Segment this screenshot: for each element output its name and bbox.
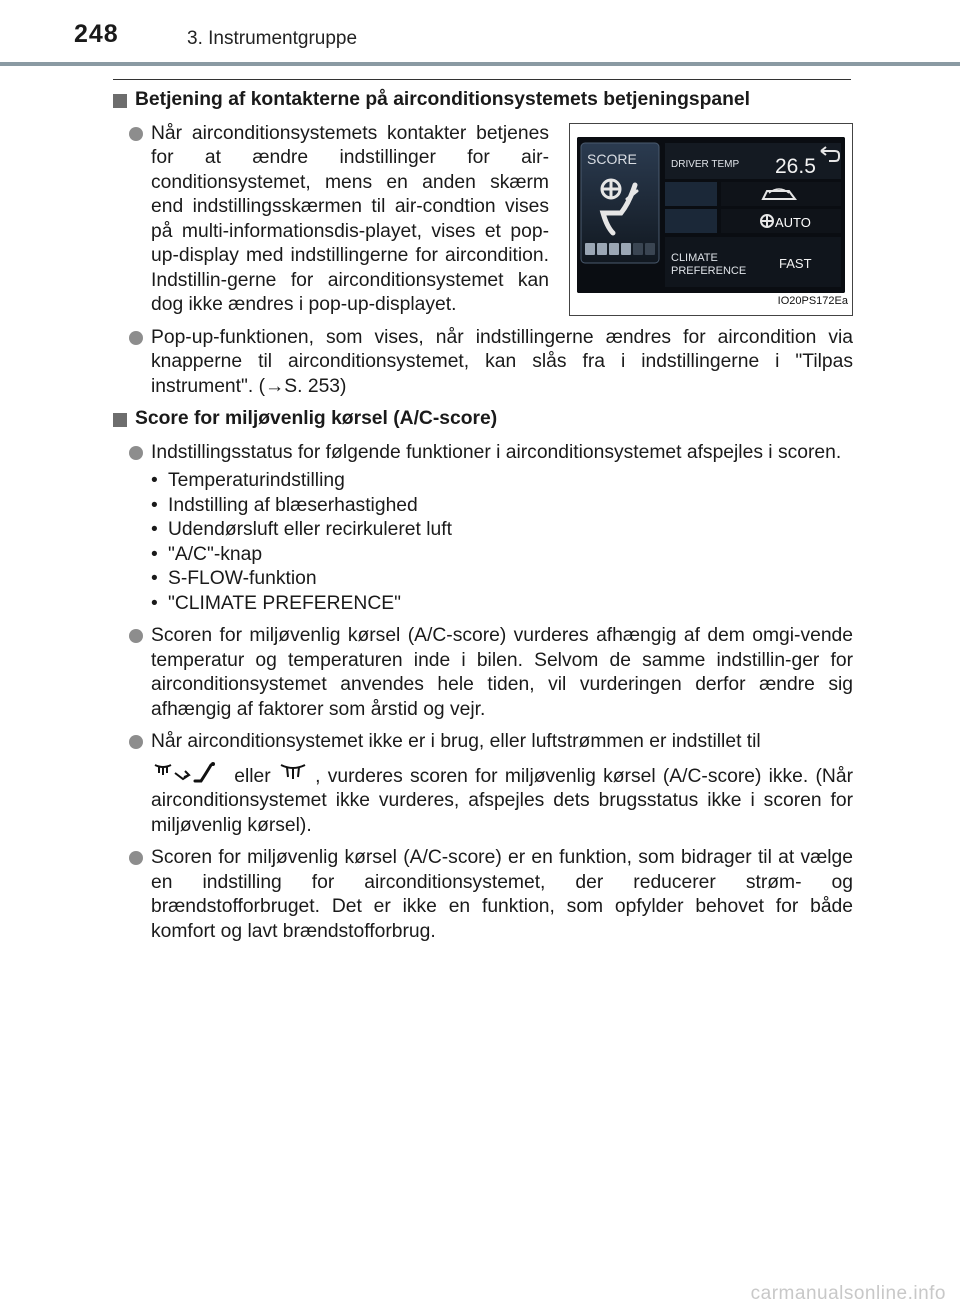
round-bullet-icon — [129, 735, 143, 749]
list-item: • Temperaturindstilling — [151, 469, 853, 494]
round-bullet-icon — [129, 446, 143, 460]
bullet-popup-disable: Pop-up-funktionen, som vises, når indstillingerne ændres for aircondition via knapperne til airconditionsystemet, kan slås fra i indstillingerne i "Tilpas instrument". (→S. 253) — [113, 326, 853, 400]
auto-label: AUTO — [775, 214, 811, 230]
page-header — [0, 0, 960, 66]
round-bullet-icon — [129, 127, 143, 141]
bullet-score-purpose: Scoren for miljøvenlig kørsel (A/C-score) er en funktion, som bidrager til at vælge en indstilling for airconditionsystemet, der reducerer strøm- og brændstofforbruget. Det er ikke en funktion, som opfylder behovet for både komfort og lavt brændstofforbrug. — [113, 846, 853, 944]
climate-pref-line2: PREFERENCE — [671, 264, 747, 277]
list-item: • S-FLOW-funktion — [151, 567, 853, 592]
chapter-title: 3. Instrumentgruppe — [187, 28, 358, 49]
section-heading-score: Score for miljøvenlig kørsel (A/C-score) — [113, 407, 853, 432]
square-bullet-icon — [113, 94, 127, 108]
list-item: • "A/C"-knap — [151, 543, 853, 568]
watermark: carmanualsonline.info — [750, 1283, 946, 1304]
list-item: • Indstilling af blæserhastighed — [151, 494, 853, 519]
round-bullet-icon — [129, 331, 143, 345]
list-item: • "CLIMATE PREFERENCE" — [151, 592, 853, 617]
climate-pref-line1: CLIMATE — [671, 251, 718, 264]
bullet-score-not-evaluated: Når airconditionsystemet ikke er i brug, eller luftstrømmen er indstillet til eller , vurderes scoren for miljøvenlig kørsel (A/C-score) ikke. (Når airconditionsystemet ikke vurderes, afspejles dets brugsstatus ikke i scoren for miljøvenlig kørsel). — [113, 730, 853, 838]
score-label: SCORE — [587, 150, 637, 167]
function-list — [151, 469, 853, 616]
airflow-windshield-icon — [278, 761, 308, 785]
driver-temp-label: DRIVER TEMP — [671, 158, 740, 170]
list-item: • Udendørsluft eller recirkuleret luft — [151, 518, 853, 543]
bullet-score-status: Indstillingsstatus for følgende funktioner i airconditionsystemet afspejles i scoren. • Temperaturindstilling • Indstilling af blæserhastighed • Udendørsluft eller recirkuleret luft • "A/C"-knap • S-FLOW-funktion • "CLIMATE PREFERENCE" — [113, 441, 853, 617]
header-rule — [0, 62, 960, 66]
bullet-popup-intro: Når airconditionsystemets kontakter betjenes for at ændre indstillinger for air-conditionsystemet, mens en anden skærm end indstillingsskærmen til air-condtion vises på multi-informationsdis-playet, vises et pop-up-display med indstillingerne for aircondition. Indstillin-gerne for airconditionsystemet kan dog ikke ændres i pop-up-displayet. — [113, 122, 853, 318]
page-number: 248 — [74, 20, 119, 48]
page-content — [113, 88, 853, 952]
section-divider — [113, 79, 851, 80]
round-bullet-icon — [129, 629, 143, 643]
fast-label: FAST — [779, 255, 812, 271]
bullet-score-evaluation: Scoren for miljøvenlig kørsel (A/C-score) vurderes afhængig af dem omgi-vende temperatur og temperaturen inde i bilen. Selvom de samme indstillin-ger for airconditionsystemet anvendes hele tiden, vil vurderingen derfor ændre sig afhængig af faktorer som årstid og vejr. — [113, 624, 853, 722]
square-bullet-icon — [113, 413, 127, 427]
temp-value: 26.5 — [775, 154, 816, 178]
section-heading-panel: Betjening af kontakterne på airconditionsystemets betjeningspanel — [113, 88, 853, 113]
round-bullet-icon — [129, 851, 143, 865]
figure-code: IO20PS172Ea — [777, 295, 848, 307]
airflow-feet-windshield-icon — [151, 761, 227, 785]
